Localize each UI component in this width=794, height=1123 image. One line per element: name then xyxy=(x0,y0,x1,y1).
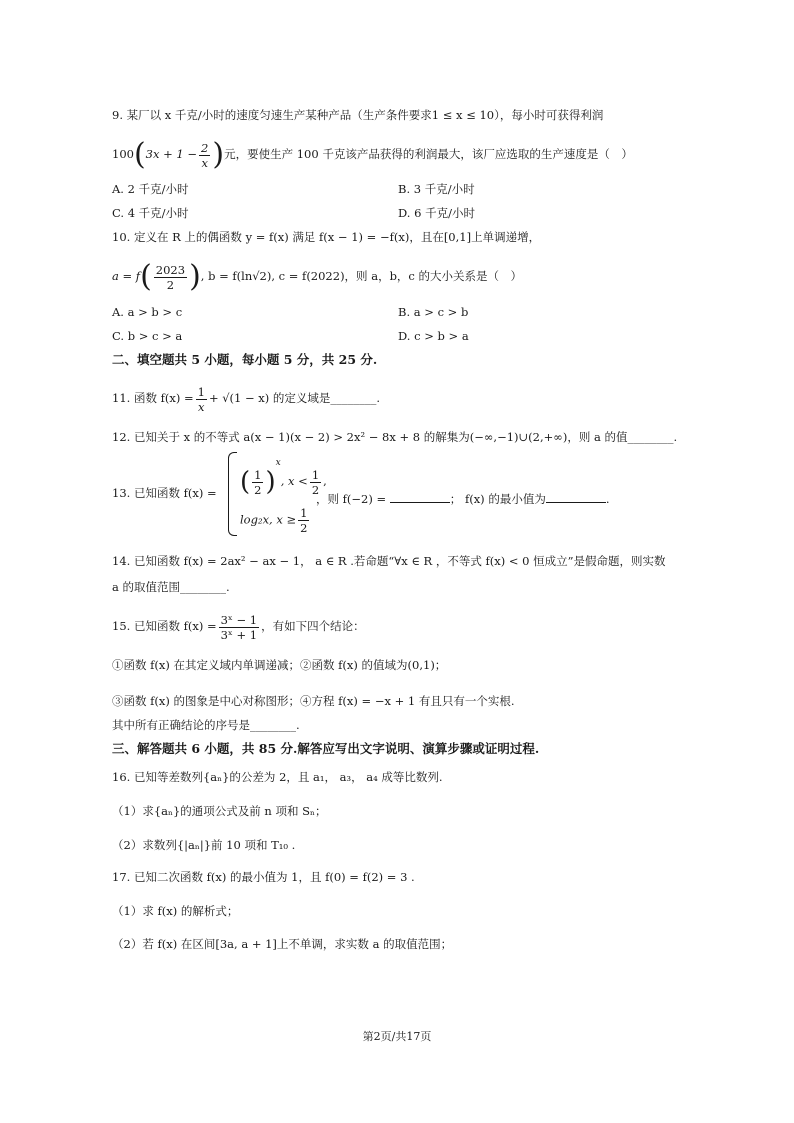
q11 xyxy=(112,378,694,418)
q13-blank1 xyxy=(390,490,450,503)
q17-stem: 17. 已知二次函数 f(x) 的最小值为 1，且 f(0) = f(2) = 3 . xyxy=(112,870,415,884)
q17-part2: （2）若 f(x) 在区间[3a, a + 1]上不单调，求实数 a 的取值范围； xyxy=(112,937,453,951)
q10-option-a: A. a > b > c xyxy=(112,305,183,319)
q10-line1: 10. 定义在 R 上的偶函数 y = f(x) 满足 f(x − 1) = −f(x)，且在[0,1]上单调递增， xyxy=(112,230,541,244)
section3-heading: 三、解答题共 6 小题，共 85 分.解答应写出文字说明、演算步骤或证明过程. xyxy=(112,741,540,756)
q16-stem: 16. 已知等差数列{aₙ}的公差为 2，且 a₁， a₃， a₄ 成等比数列. xyxy=(112,770,443,784)
q9-expr-inner: 3x + 1 − xyxy=(145,147,198,161)
q15-conclusions-12: ①函数 f(x) 在其定义域内单调递减；②函数 f(x) 的值域为(0,1)； xyxy=(112,658,447,672)
q15-rest: ，有如下四个结论： xyxy=(261,619,365,633)
q10-a-prefix: a = f xyxy=(112,269,141,283)
q15-fraction: $\frac{\text{3ˣ − 1}}{\text{3ˣ + 1}}$ xyxy=(220,612,258,642)
q9-line1: 9. 某厂以 x 千克/小时的速度匀速生产某种产品（生产条件要求1 ≤ x ≤ 10），每小时可获得利润 xyxy=(112,108,604,122)
q9-option-b: B. 3 千克/小时 xyxy=(398,182,475,196)
q17-part1: （1）求 f(x) 的解析式； xyxy=(112,904,239,918)
q13-piece2: log₂x, x ≥ $\frac{1}{2}$ xyxy=(240,506,308,535)
q9-line2-suffix: 元，要使生产 100 千克该产品获得的利润最大，该厂应选取的生产速度是（ ） xyxy=(224,147,633,161)
q10-fraction: $\frac{2023}{2}$ xyxy=(155,262,186,292)
q9-option-a: A. 2 千克/小时 xyxy=(112,182,189,196)
q15-prefix: 15. 已知函数 f(x) = xyxy=(112,619,217,633)
q13-brace xyxy=(228,452,237,536)
q15-conclusions-34: ③函数 f(x) 的图象是中心对称图形；④方程 f(x) = −x + 1 有且只有一个实根. xyxy=(112,694,515,708)
q13-piece1: ( $\frac{1}{2}$ )$^x$, x < $\frac{1}{2}$ , xyxy=(240,458,327,497)
page-number: 第2页/共17页 xyxy=(362,1030,432,1043)
q9-line2: 100(3x + 1 − $\frac{2}{x}$ )元，要使生产 100 千克该产品获得的利润最大，该厂应选取的生产速度是（ ） xyxy=(112,137,633,172)
q9-expr-prefix: 100 xyxy=(112,147,134,161)
q10-line2: a = f( $\frac{2023}{2}$ ), b = f(ln√2), c = f(2022)，则 a，b，c 的大小关系是（ ） xyxy=(112,259,523,294)
q13-prefix: 13. 已知函数 f(x) = xyxy=(112,486,217,500)
q10-option-b: B. a > c > b xyxy=(398,305,469,319)
q9-option-d: D. 6 千克/小时 xyxy=(398,206,475,220)
q10-expr-rest: , b = f(ln√2), c = f(2022)，则 a，b，c 的大小关系是（ ） xyxy=(200,269,523,283)
section2-heading: 二、填空题共 5 小题，每小题 5 分，共 25 分. xyxy=(112,352,378,367)
q12: 12. 已知关于 x 的不等式 a(x − 1)(x − 2) > 2x² − 8x + 8 的解集为(−∞,−1)∪(2,+∞)，则 a 的值________. xyxy=(112,430,678,444)
q11-rest: + √(1 − x) 的定义域是________. xyxy=(208,391,381,405)
q14-line1: 14. 已知函数 f(x) = 2ax² − ax − 1， a ∈ R .若命题“∀x ∈ R ，不等式 f(x) < 0 恒成立”是假命题，则实数 xyxy=(112,554,666,568)
q9-options-row1 xyxy=(112,180,694,198)
q10-options-row2 xyxy=(112,327,694,345)
q13-blank2 xyxy=(546,490,606,503)
q10-option-d: D. c > b > a xyxy=(398,329,469,343)
q10-options-row1 xyxy=(112,303,694,321)
q15-ask: 其中所有正确结论的序号是________. xyxy=(112,718,300,732)
q9-options-row2 xyxy=(112,204,694,222)
q14-line2: a 的取值范围________. xyxy=(112,580,230,594)
q9-fraction: $\frac{2}{x}$ xyxy=(201,140,209,170)
q13-tail: ，则 f(−2) = ； f(x) 的最小值为 . xyxy=(316,492,610,506)
q16-part1: （1）求{aₙ}的通项公式及前 n 项和 Sₙ； xyxy=(112,804,327,818)
q9-option-c: C. 4 千克/小时 xyxy=(112,206,189,220)
q11-fraction: $\frac{1}{x}$ xyxy=(197,384,205,414)
q10-option-c: C. b > c > a xyxy=(112,329,183,343)
q16-part2: （2）求数列{|aₙ|}前 10 项和 T₁₀ . xyxy=(112,838,296,852)
q11-prefix: 11. 函数 f(x) = xyxy=(112,391,194,405)
q15-stem xyxy=(112,606,694,646)
